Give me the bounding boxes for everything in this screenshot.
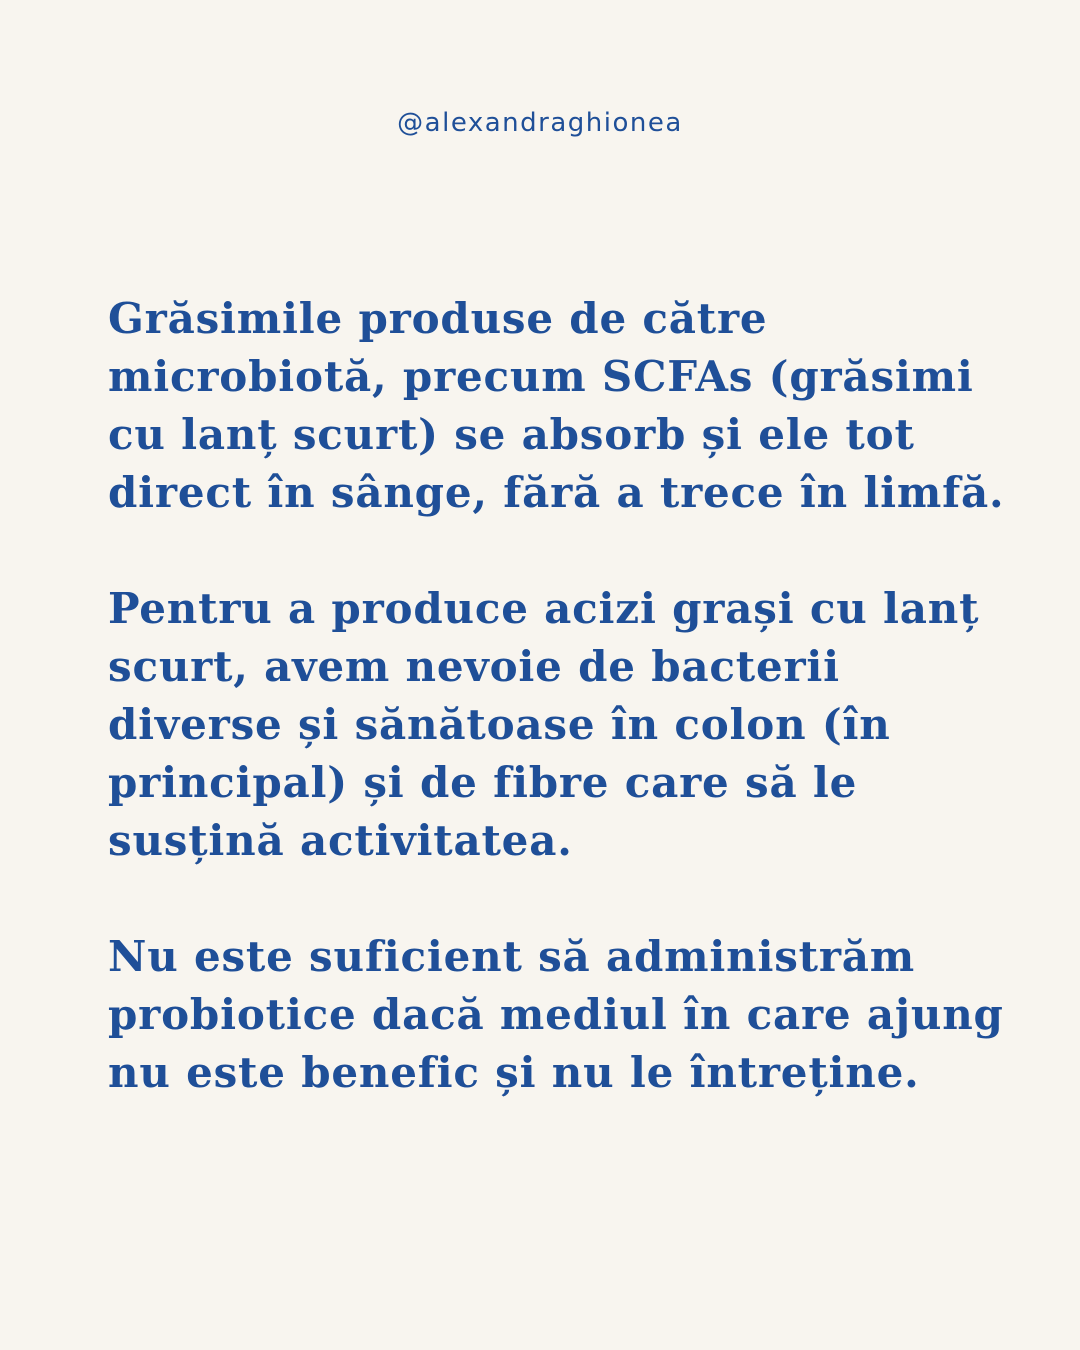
text-line: nu este benefic și nu le întreține. (108, 1048, 920, 1097)
paragraph-probiotics (108, 928, 1004, 1102)
text-line: diverse și sănătoase în colon (în (108, 700, 891, 749)
text-line: microbiotă, precum SCFAs (grăsimi (108, 352, 974, 401)
text-line: scurt, avem nevoie de bacterii (108, 642, 840, 691)
text-line: Pentru a produce acizi grași cu lanț (108, 584, 980, 633)
text-line: direct în sânge, fără a trece în limfă. (108, 468, 1005, 517)
main-text-block (108, 290, 1005, 1102)
text-line: probiotice dacă mediul în care ajung (108, 990, 1004, 1039)
paragraph-scfa-absorption (108, 290, 1005, 522)
text-line: susțină activitatea. (108, 816, 573, 865)
paragraph-bacteria-fiber (108, 580, 980, 870)
author-handle: @alexandraghionea (397, 108, 683, 138)
text-line: Grăsimile produse de către (108, 294, 768, 343)
text-line: Nu este suficient să administrăm (108, 932, 916, 981)
text-line: cu lanț scurt) se absorb și ele tot (108, 410, 915, 459)
text-line: principal) și de fibre care să le (108, 758, 858, 807)
